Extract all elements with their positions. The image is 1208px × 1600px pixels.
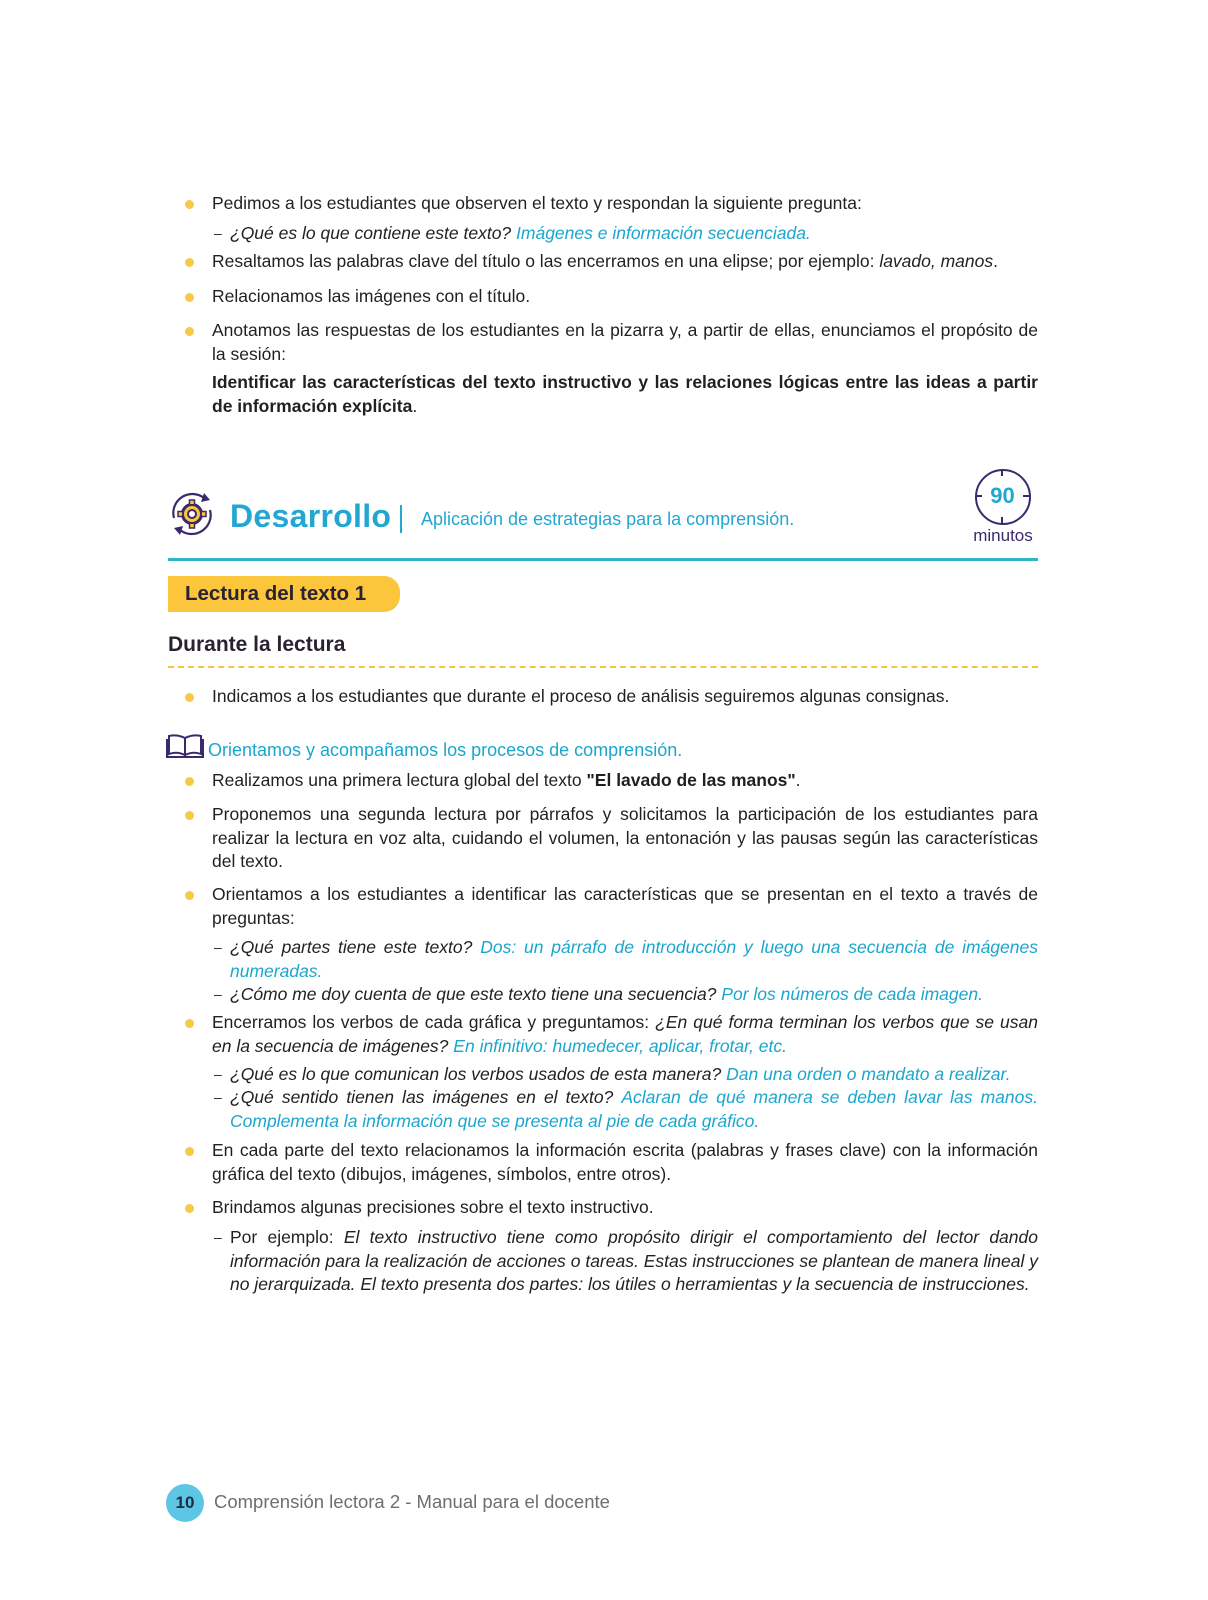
- intro-bullet-2: [212, 250, 1038, 274]
- session-purpose-end: .: [412, 395, 418, 416]
- intro-bullet-1-text: Pedimos a los estudiantes que observen el texto y respondan la siguiente pregunta:: [212, 193, 862, 213]
- body-sub-5b-answer: Aclaran de qué manera se deben lavar las manos. Complementa la información que se presenta al pie de cada gráfico.: [230, 1087, 1038, 1131]
- reading-badge: [168, 576, 400, 612]
- page-number-badge: [166, 1484, 204, 1522]
- gear-cycle-icon: [166, 488, 218, 540]
- body-sub-5b-question: ¿Qué sentido tienen las imágenes en el texto?: [230, 1087, 614, 1107]
- session-purpose: [212, 371, 1038, 418]
- body-sub-7-lead: Por ejemplo:: [230, 1227, 344, 1247]
- section-divider: [168, 558, 1038, 561]
- body-bullet-2-title: "El lavado de las manos": [586, 770, 796, 790]
- intro-bullet-4: [212, 319, 1038, 366]
- intro-sub-1-question: ¿Qué es lo que contiene este texto?: [230, 223, 512, 243]
- intro-bullet-2-text: Resaltamos las palabras clave del título o las encerramos en una elipse; por ejemplo:: [212, 251, 880, 271]
- body-bullet-1: [212, 685, 1038, 709]
- footer-title: Comprensión lectora 2 - Manual para el docente: [214, 1491, 610, 1512]
- section-subtitle: Aplicación de estrategias para la comprensión.: [421, 509, 795, 529]
- body-bullet-6-text: En cada parte del texto relacionamos la información escrita (palabras y frases clave) con la información gráfica del texto (dibujos, imágenes, símbolos, entre otros).: [212, 1140, 1038, 1184]
- body-bullet-5: [212, 1011, 1038, 1058]
- body-sub-4a: [230, 936, 1038, 983]
- minutes-label: minutos: [973, 526, 1033, 545]
- dashed-divider: [168, 666, 1038, 668]
- reading-badge-label: Lectura del texto 1: [185, 582, 367, 605]
- body-bullet-5-answer: En infinitivo: humedecer, aplicar, frotar, etc.: [453, 1035, 787, 1056]
- body-bullet-6: [212, 1139, 1038, 1186]
- session-purpose-text: Identificar las características del texto instructivo y las relaciones lógicas entre las ideas a partir de información explícita: [212, 372, 1038, 416]
- body-sub-4a-answer: Dos: un párrafo de introducción y luego una secuencia de imágenes numeradas.: [230, 937, 1038, 981]
- intro-bullet-2-italic: lavado, manos: [879, 251, 994, 271]
- page-number: 10: [175, 1493, 195, 1512]
- body-bullet-5-question: ¿En qué forma terminan los verbos que se usan en la secuencia de imágenes?: [212, 1012, 1038, 1056]
- intro-bullet-3-text: Relacionamos las imágenes con el título.: [212, 286, 531, 306]
- body-bullet-2-end: .: [795, 770, 801, 790]
- body-sub-4b-answer: Por los números de cada imagen.: [721, 984, 983, 1004]
- body-sub-5b: [230, 1086, 1038, 1133]
- body-bullet-2-text: Realizamos una primera lectura global del texto: [212, 770, 587, 790]
- body-sub-4b: [230, 983, 1038, 1007]
- body-bullet-3: [212, 803, 1038, 874]
- subsection-heading: Durante la lectura: [168, 633, 346, 656]
- body-bullet-1-text: Indicamos a los estudiantes que durante el proceso de análisis seguiremos algunas consignas.: [212, 686, 950, 706]
- section-title: Desarrollo: [230, 498, 392, 534]
- intro-sub-1-answer: Imágenes e información secuenciada.: [516, 223, 811, 243]
- body-bullet-4: [212, 883, 1038, 930]
- body-bullet-5-text: Encerramos los verbos de cada gráfica y preguntamos:: [212, 1012, 656, 1032]
- open-book-icon: [166, 733, 206, 764]
- intro-bullet-3: [212, 285, 1038, 309]
- body-bullet-2: [212, 769, 1038, 793]
- intro-sub-1: [230, 222, 1038, 246]
- orientation-note: Orientamos y acompañamos los procesos de comprensión.: [208, 740, 683, 760]
- body-sub-7-text: El texto instructivo tiene como propósito dirigir el comportamiento del lector dando información para la realización de acciones o tareas. Estas instrucciones se plantean de manera lineal y no jerarquizada. El texto presenta dos partes: los útiles o herramientas y la secuencia de instrucciones.: [230, 1227, 1038, 1294]
- body-sub-5a-question: ¿Qué es lo que comunican los verbos usados de esta manera?: [230, 1064, 722, 1084]
- body-sub-5a: [230, 1063, 1038, 1087]
- body-sub-4b-question: ¿Cómo me doy cuenta de que este texto tiene una secuencia?: [230, 984, 717, 1004]
- body-sub-7: [230, 1226, 1038, 1297]
- body-bullet-7-text: Brindamos algunas precisiones sobre el texto instructivo.: [212, 1197, 654, 1217]
- title-separator: [400, 505, 402, 533]
- body-bullet-4-text: Orientamos a los estudiantes a identificar las características que se presentan en el texto a través de preguntas:: [212, 884, 1038, 928]
- body-bullet-3-text: Proponemos una segunda lectura por párrafos y solicitamos la participación de los estudiantes para realizar la lectura en voz alta, cuidando el volumen, la entonación y las pausas según las características del texto.: [212, 804, 1038, 871]
- minutes-value: 90: [990, 483, 1015, 508]
- intro-bullet-2-end: .: [993, 251, 999, 271]
- body-sub-4a-question: ¿Qué partes tiene este texto?: [230, 937, 473, 957]
- body-bullet-7: [212, 1196, 1038, 1220]
- intro-bullet-4-text: Anotamos las respuestas de los estudiantes en la pizarra y, a partir de ellas, enunciamos el propósito de la sesión:: [212, 320, 1038, 364]
- intro-bullet-1: [212, 192, 1038, 216]
- clock-icon: [975, 469, 1031, 525]
- body-sub-5a-answer: Dan una orden o mandato a realizar.: [726, 1064, 1011, 1084]
